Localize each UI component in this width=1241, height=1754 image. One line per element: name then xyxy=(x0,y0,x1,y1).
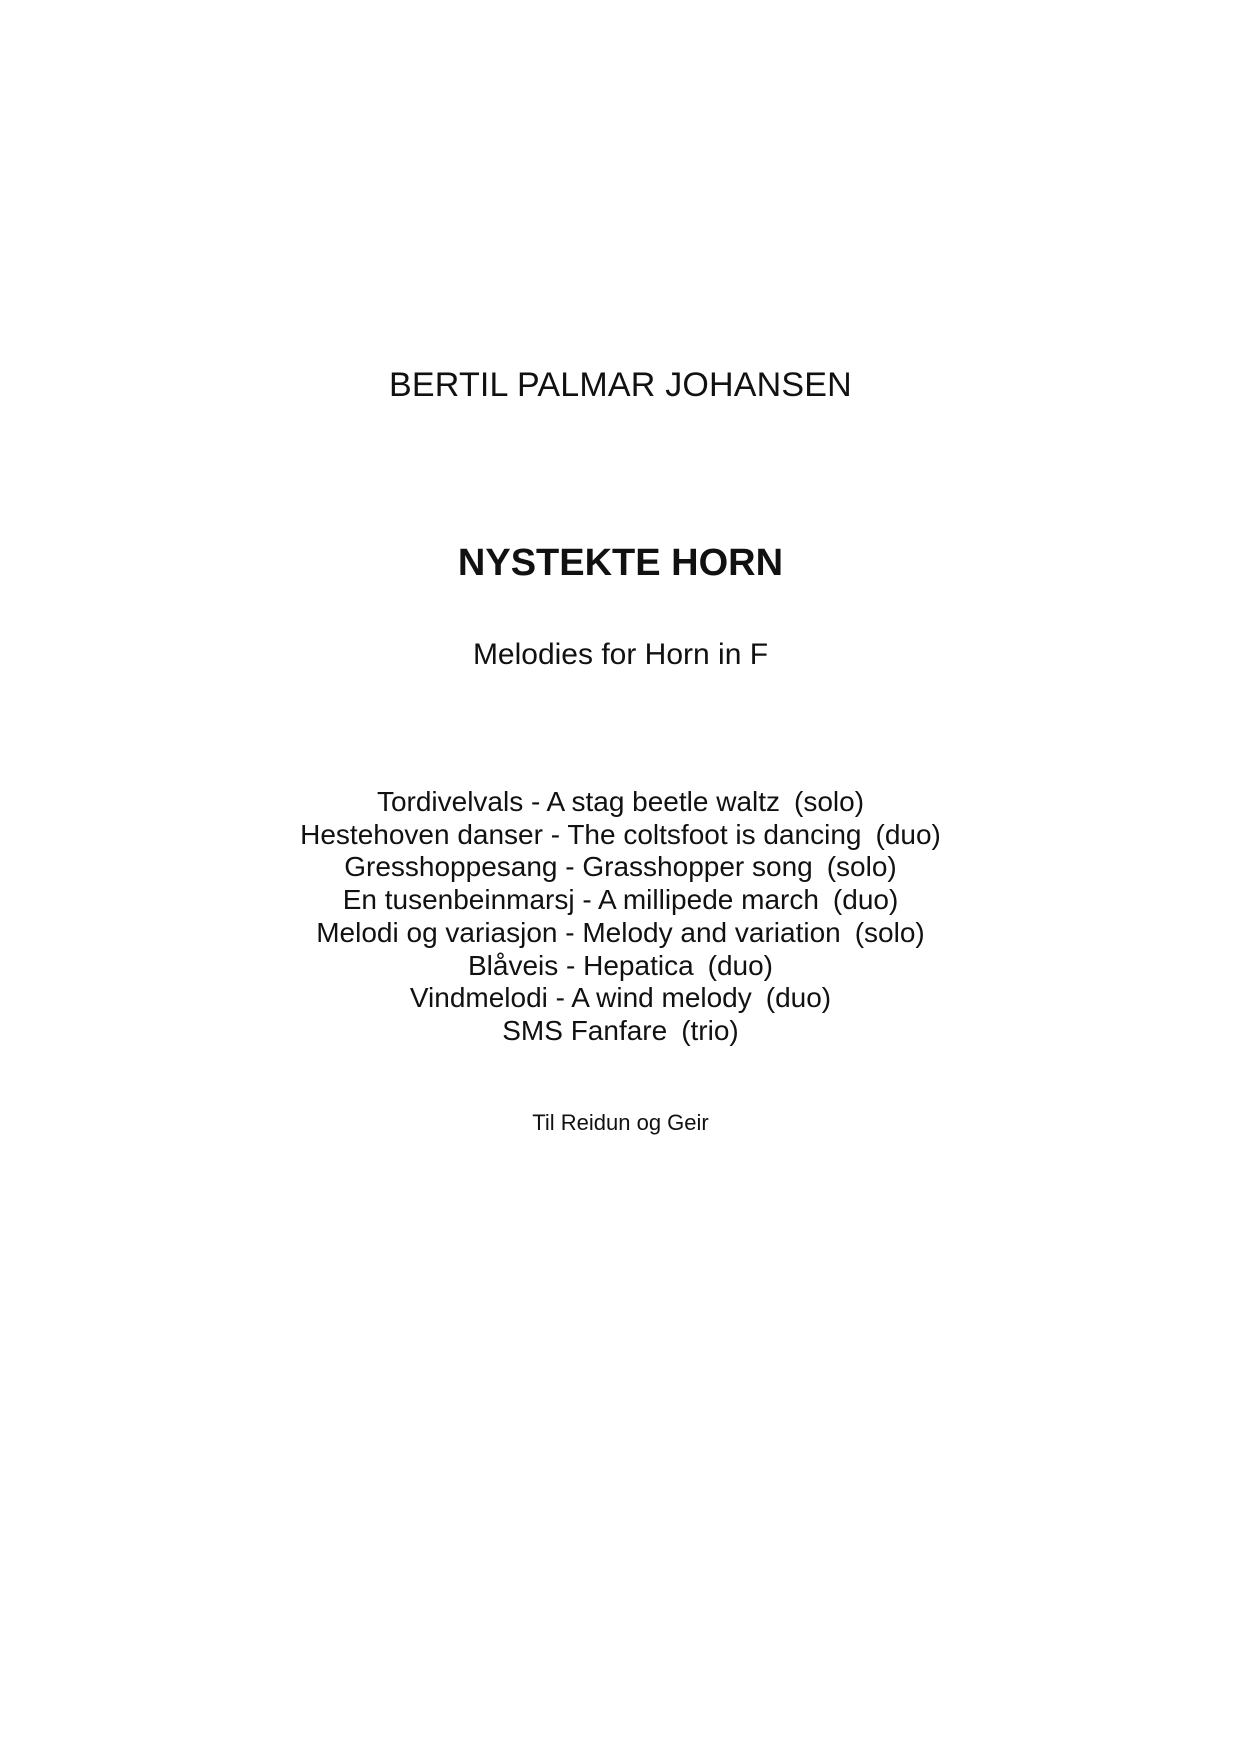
piece-ensemble: (duo) xyxy=(875,818,941,850)
piece-ensemble: (trio) xyxy=(681,1014,739,1046)
piece-ensemble: (solo) xyxy=(854,916,925,948)
piece-title: Blåveis - Hepatica xyxy=(467,949,694,981)
piece-title: SMS Fanfare xyxy=(502,1014,668,1046)
contents-list xyxy=(0,786,1241,1048)
piece-ensemble: (solo) xyxy=(826,851,897,883)
list-item xyxy=(0,1015,1241,1048)
list-item xyxy=(0,819,1241,852)
dedication: Til Reidun og Geir xyxy=(532,1110,709,1135)
piece-title: Vindmelodi - A wind melody xyxy=(409,982,752,1014)
piece-ensemble: (duo) xyxy=(765,982,832,1014)
list-item xyxy=(0,851,1241,884)
piece-title: Tordivelvals - A stag beetle waltz xyxy=(376,786,781,817)
list-item xyxy=(0,786,1241,819)
list-item xyxy=(0,950,1241,983)
piece-ensemble: (duo) xyxy=(707,949,774,981)
composer-name: BERTIL PALMAR JOHANSEN xyxy=(389,366,852,404)
list-item xyxy=(0,982,1241,1015)
piece-title: En tusenbeinmarsj - A millipede march xyxy=(342,884,819,916)
piece-title: Melodi og variasjon - Melody and variation xyxy=(316,916,841,948)
piece-ensemble: (duo) xyxy=(832,884,899,916)
piece-title: Hestehoven danser - The coltsfoot is dancing xyxy=(300,818,862,850)
piece-ensemble: (solo) xyxy=(794,786,865,817)
list-item xyxy=(0,884,1241,917)
list-item xyxy=(0,917,1241,950)
work-title: NYSTEKTE HORN xyxy=(457,542,784,584)
piece-title: Gresshoppesang - Grasshopper song xyxy=(344,851,813,883)
work-subtitle: Melodies for Horn in F xyxy=(472,638,769,671)
